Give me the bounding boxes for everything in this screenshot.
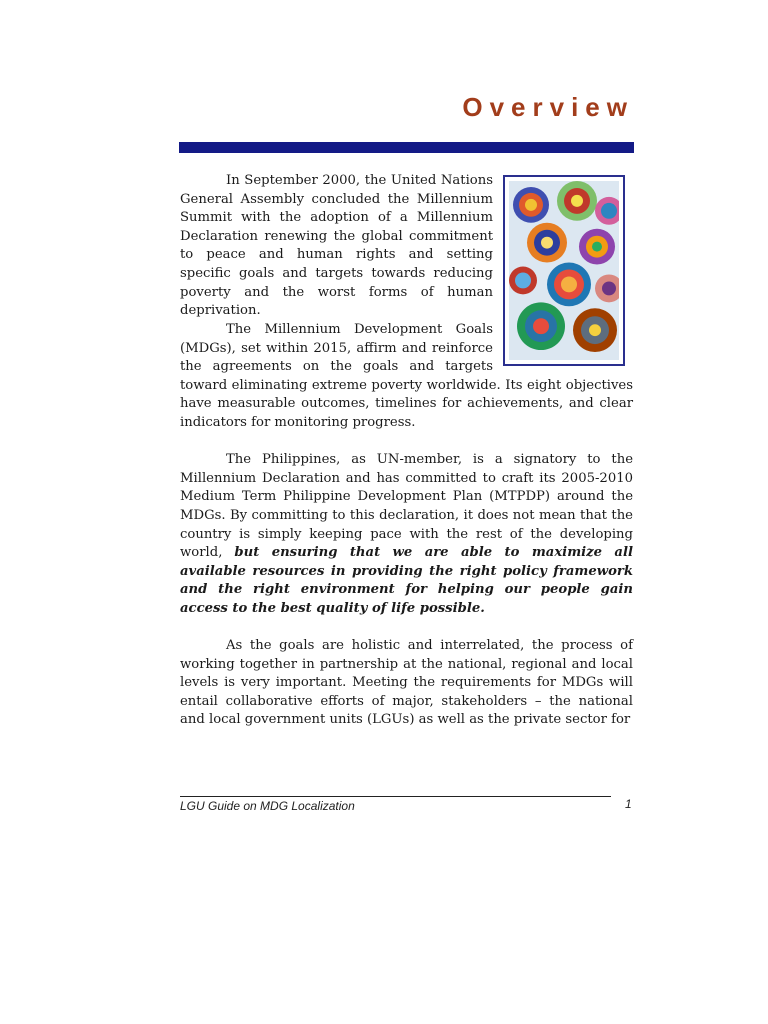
title-divider-bar [179,142,634,153]
paragraph-2: The Millennium Development Goals (MDGs), set within 2015, affirm and reinforce the agreements on the goals and targets toward eliminating extreme poverty worldwide. Its eight objectives have measurable outcomes, timelines for achievements, and clear indicators for monitoring progress. [180,322,633,430]
paragraph-4: As the goals are holistic and interrelated, the process of working together in partnership at the national, regional and local levels is very important. Meeting the requirements for MDGs will entail collaborative efforts of major, stakeholders – the national and local government units (LGUs) as well as the private sector for [180,638,633,728]
footer-divider [180,796,611,797]
paragraph-3-emphasis: but ensuring that we are able to maximize all available resources in providing the right policy framework and the right environment for helping our people gain access to the best quality of life possible [180,545,633,616]
paragraph-3-plain: The Philippines, as UN-member, is a signatory to the Millennium Declaration and has committed to craft its 2005-2010 Medium Term Philippine Development Plan (MTPDP) around the MDGs. By committing to this declaration, it does not mean that the country is simply keeping pace with the rest of the developing world, [180,452,633,561]
footer-title: LGU Guide on MDG Localization [180,799,355,813]
body-text-upper [180,172,493,339]
paragraph-3 [180,451,633,618]
body-text-lower [180,321,633,749]
poster-wrap-spacer [493,321,633,367]
page-number: 1 [625,797,632,811]
page-title: Overview [462,92,634,122]
paragraph-1: In September 2000, the United Nations General Assembly concluded the Millennium Summit with the adoption of a Millennium Declaration renewing the global commitment to peace and human rights and setting specific goals and targets towards reducing poverty and the worst forms of human deprivation. [180,173,493,319]
paragraph-3-end: . [480,600,485,616]
